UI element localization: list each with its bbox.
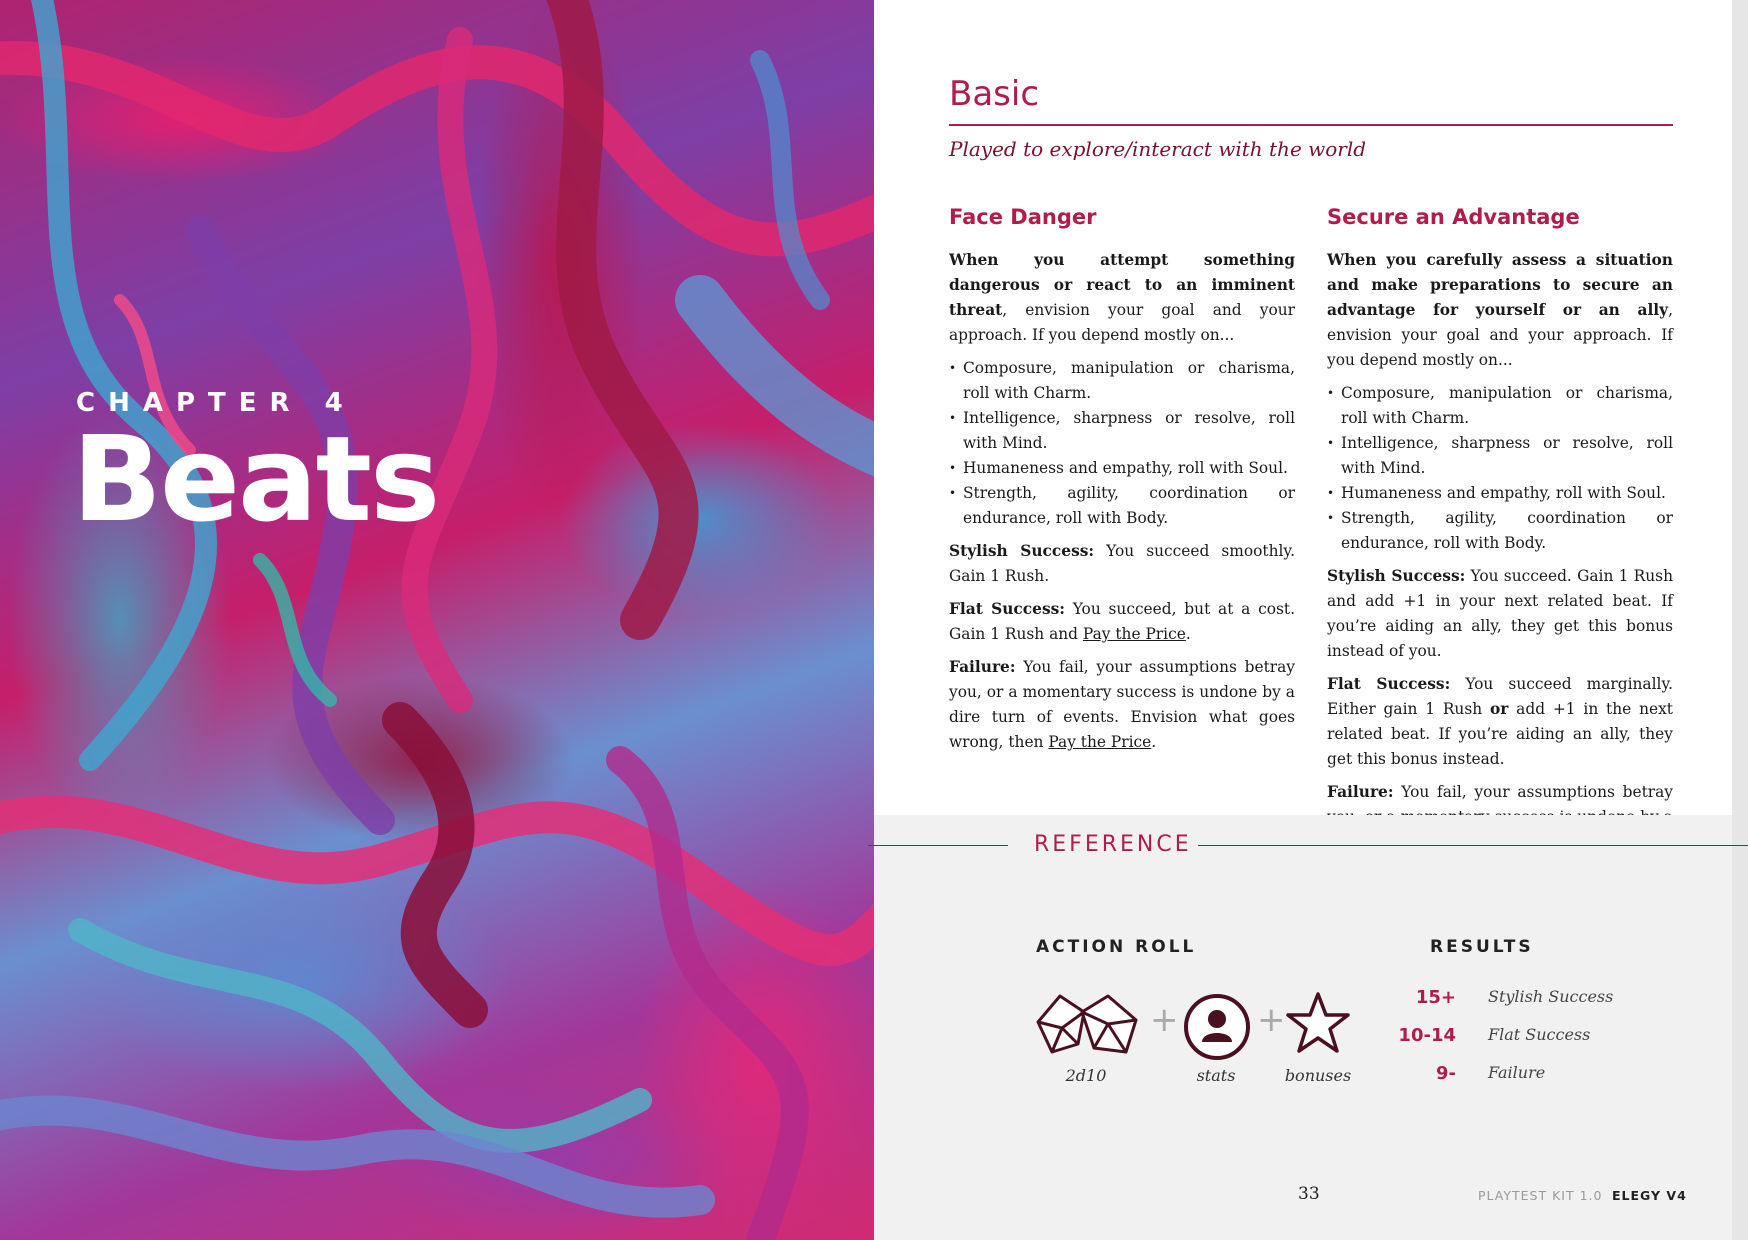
section-title: Basic: [949, 74, 1040, 114]
list-item: • Intelligence, sharpness or resolve, roll with Mind.: [949, 406, 1295, 456]
result-value: 10-14: [1398, 1025, 1456, 1046]
secure-advantage-move: [1327, 200, 1673, 888]
flat-success-outcome: Flat Success: You succeed marginally. Either gain 1 Rush or add +1 in the next related beat. If you’re aiding an ally, they get this bonus instead.: [1327, 675, 1673, 768]
face-danger-move: [949, 200, 1295, 763]
icon-caption: stats: [1196, 1066, 1236, 1085]
game-label: ELEGY V4: [1612, 1188, 1687, 1203]
result-label: Stylish Success: [1488, 987, 1614, 1006]
page-number: 33: [1298, 1184, 1320, 1204]
pay-the-price-link[interactable]: Pay the Price: [1082, 625, 1186, 643]
chapter-title: Beats: [72, 410, 439, 548]
list-item: • Strength, agility, coordination or endurance, roll with Body.: [949, 481, 1295, 531]
pay-the-price-link[interactable]: Pay the Price: [1048, 733, 1152, 751]
move-title: Secure an Advantage: [1327, 205, 1580, 229]
result-value: 15+: [1415, 987, 1456, 1008]
stylish-success-outcome: Stylish Success: You succeed. Gain 1 Rush and add +1 in your next related beat. If you’re aiding an ally, they get this bonus instead of you.: [1327, 567, 1673, 660]
rules-page: [874, 0, 1748, 815]
dice-icon: [1034, 990, 1142, 1060]
result-label: Failure: [1488, 1063, 1546, 1082]
failure-outcome: Failure: You fail, your assumptions betray you, or a momentary success is undone by a dire turn of events. Envision what goes wrong, then Pay the Price.: [949, 658, 1295, 751]
result-label: Flat Success: [1488, 1025, 1591, 1044]
result-value: 9-: [1436, 1063, 1456, 1084]
list-item: • Composure, manipulation or charisma, roll with Charm.: [949, 356, 1295, 406]
failure-outcome: Failure: You fail, your assumptions betray: [1327, 780, 1673, 880]
page-edge: [1732, 0, 1748, 1240]
kit-label: PLAYTEST KIT 1.0: [1478, 1188, 1603, 1203]
section-subtitle: Played to explore/interact with the world: [949, 137, 1367, 161]
list-item: • Strength, agility, coordination or endurance, roll with Body.: [1327, 506, 1673, 556]
star-icon: [1285, 990, 1351, 1056]
plus-sign: +: [1150, 1000, 1179, 1040]
reference-rule-right: [1198, 845, 1748, 846]
title-divider: [949, 124, 1673, 126]
list-item: • Composure, manipulation or charisma, roll with Charm.: [1327, 381, 1673, 431]
move-intro: When you carefully assess a situation and make preparations to secure an advantage for yourself or an ally, envision your goal and your approach. If you depend mostly on...: [1327, 251, 1673, 369]
result-row: [1400, 1063, 1620, 1093]
plus-sign: +: [1257, 1000, 1286, 1040]
icon-caption: bonuses: [1284, 1066, 1352, 1085]
list-item: • Humaneness and empathy, roll with Soul.: [949, 456, 1295, 481]
reference-heading: REFERENCE: [1034, 832, 1192, 857]
results-heading: RESULTS: [1430, 937, 1534, 957]
flat-success-outcome: Flat Success: You succeed, but at a cost. Gain 1 Rush and Pay the Price.: [949, 600, 1295, 643]
icon-caption: 2d10: [1065, 1066, 1107, 1085]
list-item: • Intelligence, sharpness or resolve, roll with Mind.: [1327, 431, 1673, 481]
chapter-label: CHAPTER 4: [76, 388, 356, 418]
move-title: Face Danger: [949, 205, 1097, 229]
reference-rule-left: [868, 845, 1008, 846]
list-item: • Humaneness and empathy, roll with Soul.: [1327, 481, 1673, 506]
result-row: [1400, 987, 1620, 1017]
action-roll-heading: ACTION ROLL: [1036, 937, 1197, 957]
person-icon: [1182, 992, 1252, 1062]
stat-list: [949, 356, 1295, 531]
stat-list: [1327, 381, 1673, 556]
result-row: [1400, 1025, 1620, 1055]
move-intro: When you attempt something dangerous or react to an imminent threat, envision your goal and your approach. If you depend mostly on...: [949, 251, 1295, 344]
stylish-success-outcome: Stylish Success: You succeed smoothly. Gain 1 Rush.: [949, 542, 1295, 585]
